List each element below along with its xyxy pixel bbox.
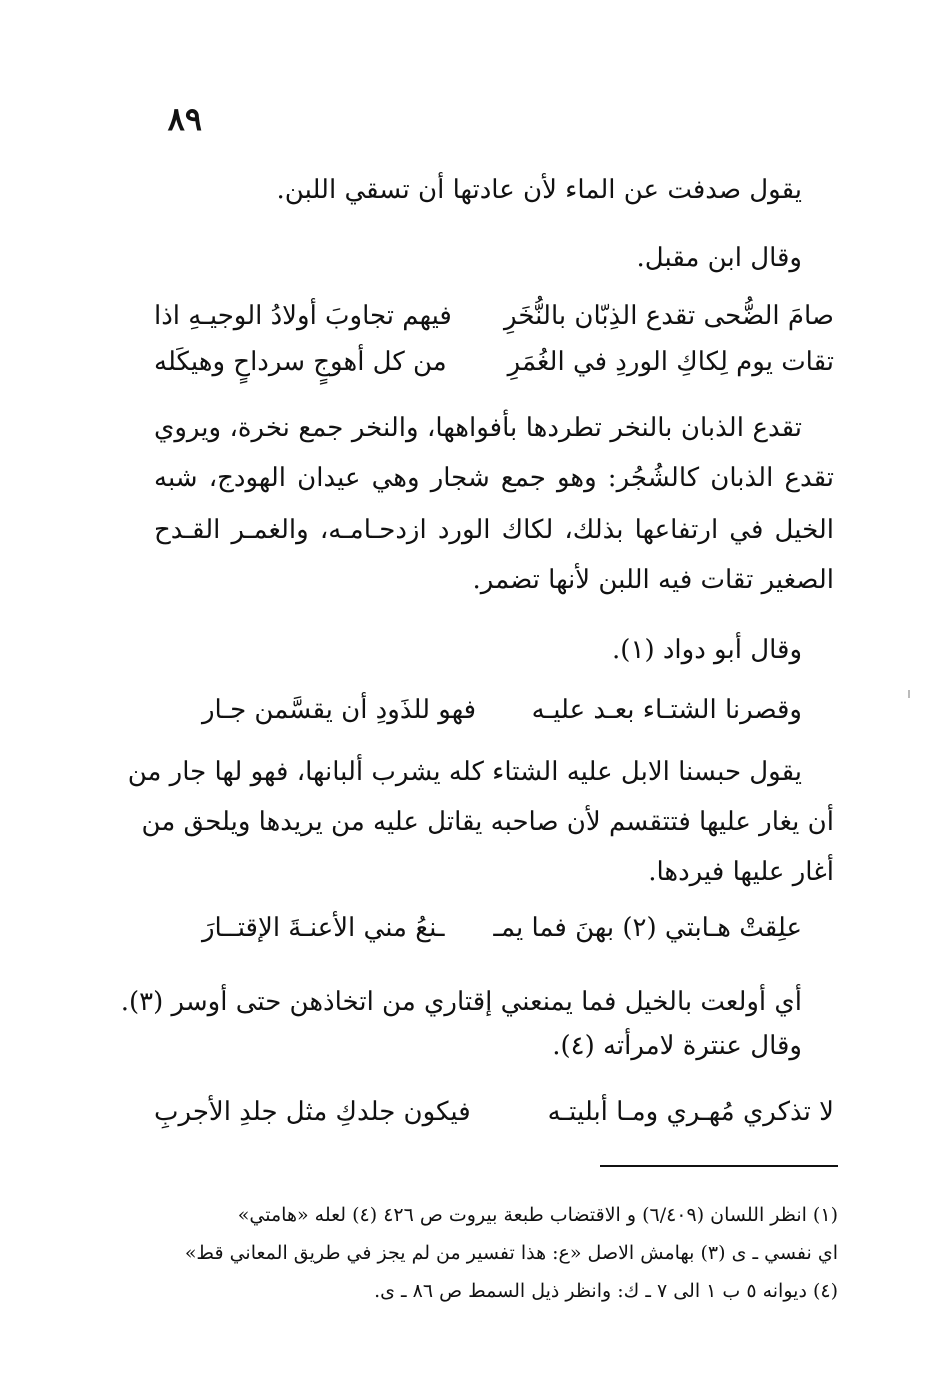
verse-second-hemistich: ـنعُ مني الأعنـةَ الإقتــارَ (202, 913, 445, 943)
verse-first-hemistich: تقات يوم لِكاكِ الوردِ في الغُمَرِ (507, 347, 834, 377)
paragraph-line: وقال عنترة لامرأته (٤). (552, 1031, 802, 1061)
paragraph-line: يقول حبسنا الابل عليه الشتاء كله يشرب ألبانها، فهو لها جار من (127, 757, 802, 787)
verse-first-hemistich: علِقتْ هـابتي (٢) بهنَ فما يمـ (493, 913, 802, 943)
paragraph-line: الخيل في ارتفاعها بذلك، لكاك الورد ازدحـامـه، والغمـر القـدح (154, 515, 834, 545)
paragraph-line: الصغير تقات فيه اللبن لأنها تضمر. (472, 565, 834, 595)
footnote-line: (١) انظر اللسان (٦/٤٠٩) و الاقتضاب طبعة بيروت ص ٤٢٦ (٤) لعله «هامتي» (237, 1204, 838, 1226)
paragraph-line: تقدع الذبان كالشُجُر: وهو جمع شجار وهي عيدان الهودج، شبه (154, 463, 834, 493)
verse-line (154, 296, 834, 336)
paragraph-line: أغار عليها فيردها. (648, 857, 834, 887)
verse-second-hemistich: فيهم تجاوبَ أولادُ الوجيـهِ اذا (154, 301, 452, 331)
verse-first-hemistich: وقصرنا الشتـاء بعـد عليـه (531, 695, 802, 725)
verse-second-hemistich: فيكون جلدكِ مثل جلدِ الأجربِ (154, 1097, 471, 1127)
verse-line (154, 1092, 834, 1132)
verse-first-hemistich: صامَ الضُّحى تقدع الذِبّان بالنُّخَرِ (504, 301, 834, 331)
footnote-separator (600, 1165, 838, 1167)
paragraph-line: أي أولعت بالخيل فما يمنعني إقتاري من اتخاذهن حتى أوسر (٣). (120, 987, 802, 1017)
page-number: ٨٩ (167, 100, 202, 138)
paragraph-line: أن يغار عليها فتتقسم لأن صاحبه يقاتل عليه من يريدها ويلحق من (141, 807, 834, 837)
verse-second-hemistich: فهو للذَودِ أن يقسَّمن جـار (202, 695, 477, 725)
footnote-line: (٤) ديوانه ٥ ب ١ الى ٧ ـ ك: وانظر ذيل السمط ص ٨٦ ـ ى. (374, 1280, 838, 1302)
scan-margin-mark (908, 690, 910, 698)
paragraph-line: يقول صدفت عن الماء لأن عادتها أن تسقي اللبن. (276, 175, 802, 205)
paragraph-line: وقال ابن مقبل. (636, 243, 802, 273)
paragraph-line: وقال أبو دواد (١). (612, 635, 802, 665)
verse-line (202, 690, 802, 730)
verse-second-hemistich: من كل أهوجٍ سرداحٍ وهيكَله (154, 347, 447, 377)
verse-first-hemistich: لا تذكري مُهـري ومـا أبليتـه (547, 1097, 834, 1127)
footnote-line: اي نفسي ـ ى (٣) بهامش الاصل «ع: هذا تفسير من لم يجز في طريق المعاني قط» (184, 1242, 838, 1264)
verse-line (202, 908, 802, 948)
paragraph-line: تقدع الذبان بالنخر تطردها بأفواهها، والنخر جمع نخرة، ويروي (154, 413, 802, 443)
verse-line (154, 342, 834, 382)
